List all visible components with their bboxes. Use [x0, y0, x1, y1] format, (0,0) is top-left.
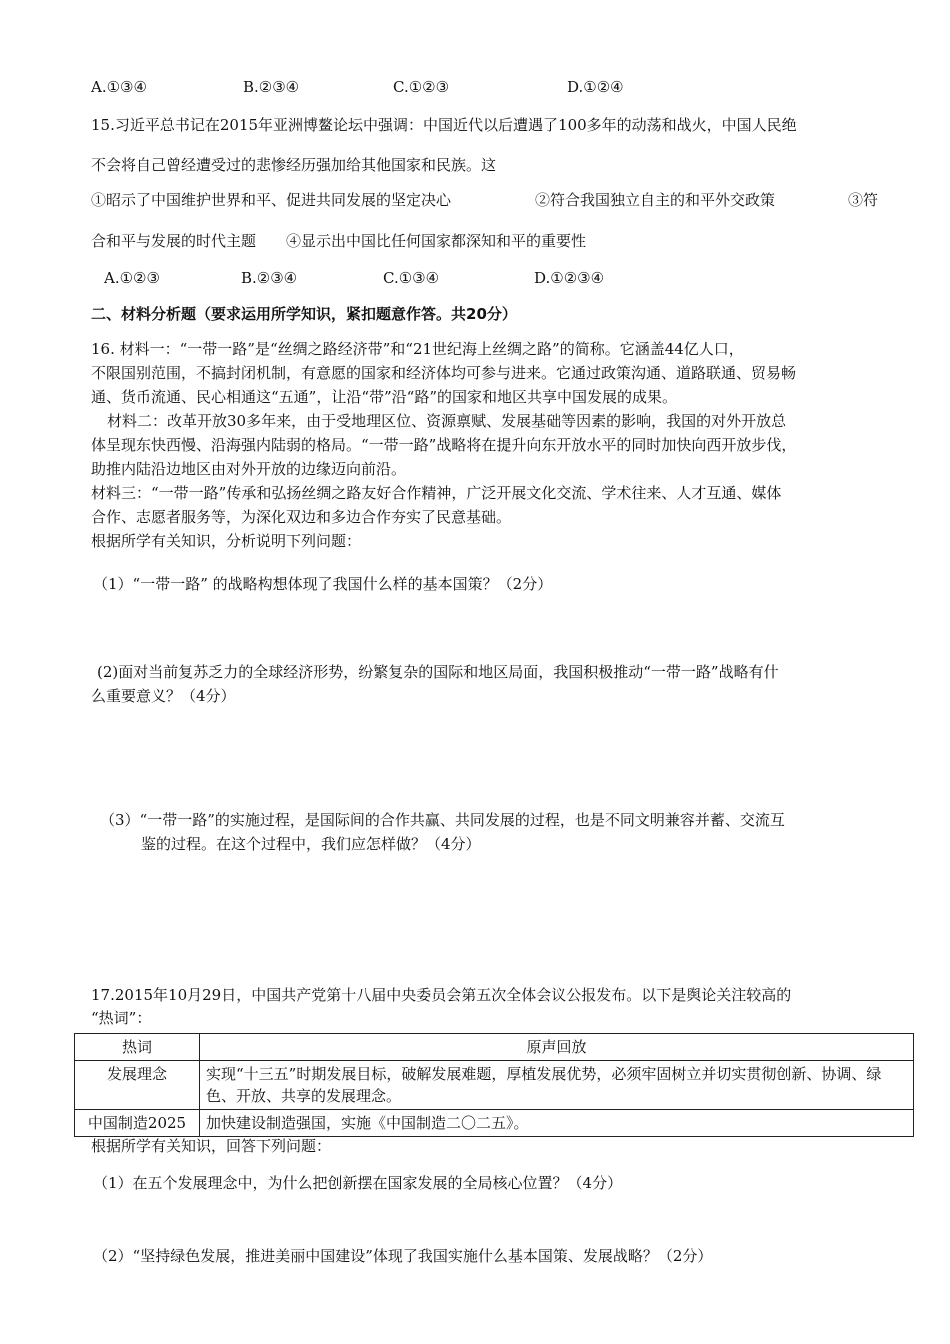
q17-subquestion-1: （1）在五个发展理念中，为什么把创新摆在国家发展的全局核心位置？（4分）: [93, 1174, 623, 1192]
table-cell-hot-word: 发展理念: [75, 1061, 200, 1110]
table-cell-quote: 实现“十三五”时期发展目标，破解发展难题，厚植发展优势，必须牢固树立并切实贯彻创新、协调、绿色、开放、共享的发展理念。: [200, 1061, 914, 1110]
q16-material-3-line-2: 合作、志愿者服务等，为深化双边和多边合作夯实了民意基础。: [91, 508, 512, 526]
table-header-row: [75, 1034, 914, 1061]
q15-statement-3-start: ③符: [848, 191, 879, 209]
q15-option-b: B.②③④: [241, 269, 298, 287]
q17-intro-line-2: “热词”：: [91, 1009, 152, 1027]
table-row: [75, 1110, 914, 1137]
table-header-original-quote: 原声回放: [200, 1034, 914, 1061]
q15-statement-1: ①昭示了中国维护世界和平、促进共同发展的坚定决心: [91, 191, 452, 209]
q14-option-b: B.②③④: [243, 78, 300, 96]
q15-statement-line-4: 合和平与发展的时代主题 ④显示出中国比任何国家都深知和平的重要性: [91, 232, 587, 250]
q17-intro-line-1: 17.2015年10月29日，中国共产党第十八届中央委员会第五次全体会议公报发布。以下是舆论关注较高的: [91, 986, 792, 1004]
hot-words-table: [74, 1033, 914, 1137]
q16-material-1-line-1: 16. 材料一：“一带一路”是“丝绸之路经济带”和“21世纪海上丝绸之路”的简称。它涵盖44亿人口，: [91, 340, 744, 358]
q15-statement-2: ②符合我国独立自主的和平外交政策: [535, 191, 776, 209]
q17-subquestion-2: （2）“坚持绿色发展，推进美丽中国建设”体现了我国实施什么基本国策、发展战略？（2分）: [93, 1247, 713, 1265]
q14-option-a: A.①③④: [91, 78, 147, 96]
q16-material-1-line-3: 通、货币流通、民心相通这“五通”，让沿“带”沿“路”的国家和地区共享中国发展的成果。: [91, 388, 678, 406]
q16-material-2-line-1: 材料二：改革开放30多年来，由于受地理区位、资源禀赋、发展基础等因素的影响，我国的对外开放总: [107, 412, 787, 430]
q14-option-c: C.①②③: [393, 78, 450, 96]
q16-material-1-line-2: 不限国别范围，不搞封闭机制，有意愿的国家和经济体均可参与进来。它通过政策沟通、道路联通、贸易畅: [91, 364, 797, 382]
q16-prompt: 根据所学有关知识，分析说明下列问题：: [91, 532, 362, 550]
q15-option-d: D.①②③④: [534, 269, 605, 287]
q15-stem-line-2: 不会将自己曾经遭受过的悲惨经历强加给其他国家和民族。这: [91, 156, 497, 174]
q15-option-c: C.①③④: [383, 269, 440, 287]
table-cell-hot-word: 中国制造2025: [75, 1110, 200, 1137]
table-row: [75, 1061, 914, 1110]
q16-subquestion-2-line-1: (2)面对当前复苏乏力的全球经济形势，纷繁复杂的国际和地区局面，我国积极推动“一带一路”战略有什: [97, 663, 779, 681]
table-cell-quote: 加快建设制造强国，实施《中国制造二〇二五》。: [200, 1110, 914, 1137]
q14-option-d: D.①②④: [567, 78, 624, 96]
section-2-title: 二、材料分析题（要求运用所学知识，紧扣题意作答。共20分）: [91, 305, 517, 323]
q16-subquestion-3-line-2: 鉴的过程。在这个过程中，我们应怎样做？（4分）: [141, 835, 481, 853]
table-header-hot-word: 热词: [75, 1034, 200, 1061]
q16-material-2-line-3: 助推内陆沿边地区由对外开放的边缘迈向前沿。: [91, 460, 407, 478]
q16-subquestion-1: （1）“一带一路” 的战略构想体现了我国什么样的基本国策？（2分）: [93, 575, 553, 593]
q17-prompt: 根据所学有关知识，回答下列问题：: [91, 1137, 332, 1155]
q16-subquestion-2-line-2: 么重要意义？（4分）: [91, 687, 236, 705]
q16-material-2-line-2: 体呈现东快西慢、沿海强内陆弱的格局。“一带一路”战略将在提升向东开放水平的同时加快向西开放步伐，: [91, 436, 797, 454]
q16-subquestion-3-line-1: （3）“一带一路”的实施过程，是国际间的合作共赢、共同发展的过程，也是不同文明兼容并蓄、交流互: [100, 811, 785, 829]
q16-material-3-line-1: 材料三：“一带一路”传承和弘扬丝绸之路友好合作精神，广泛开展文化交流、学术往来、人才互通、媒体: [91, 484, 782, 502]
q15-option-a: A.①②③: [104, 269, 160, 287]
q15-stem-line-1: 15.习近平总书记在2015年亚洲博鳌论坛中强调：中国近代以后遭遇了100多年的动荡和战火，中国人民绝: [91, 116, 797, 134]
